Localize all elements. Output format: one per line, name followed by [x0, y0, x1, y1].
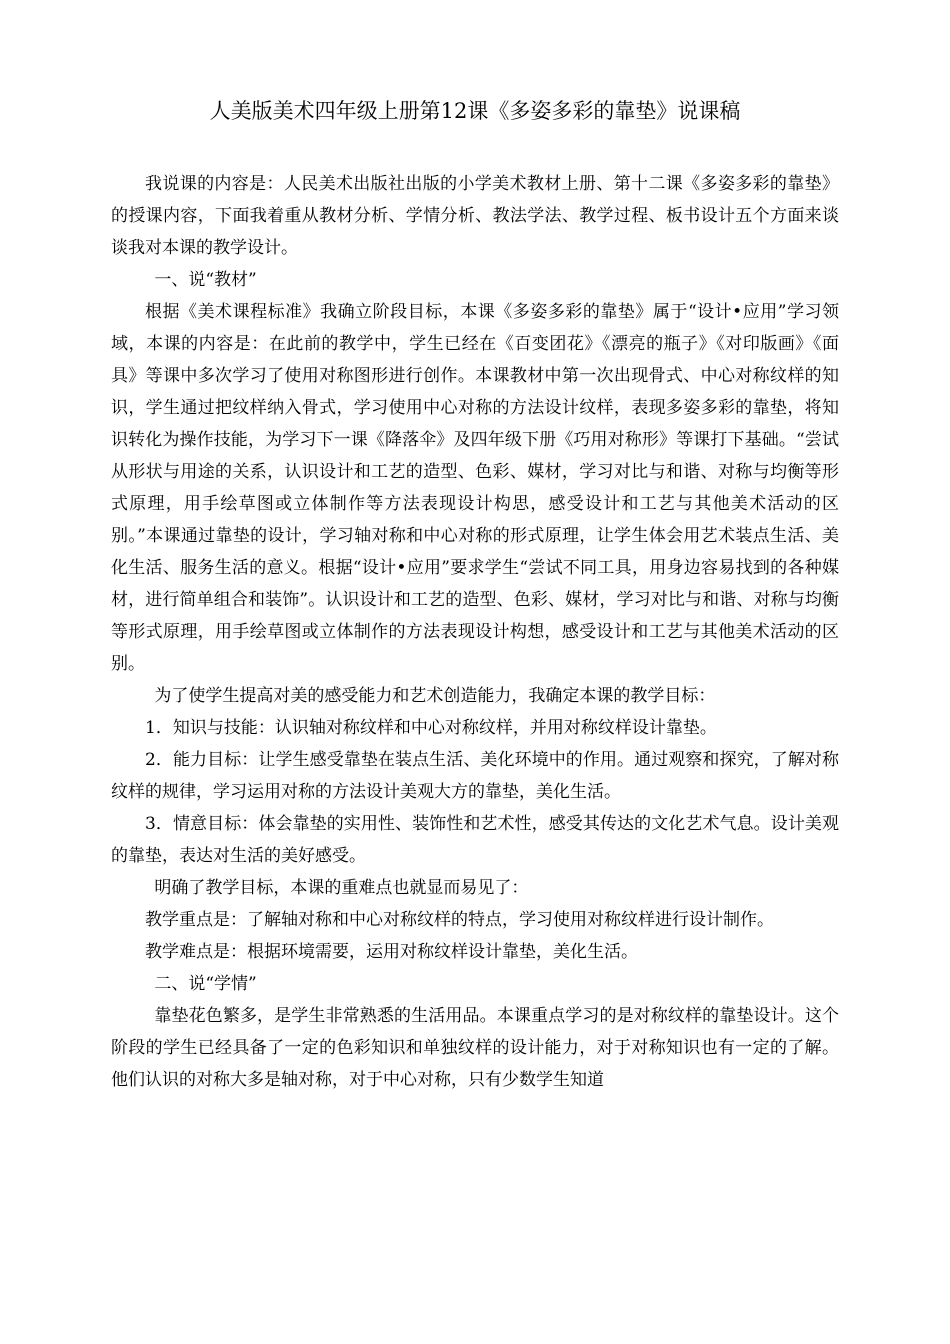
- section-heading-learners: 二、说“学情”: [154, 974, 257, 994]
- objective-emotion-item: 3．情意目标：体会靠垫的实用性、装饰性和艺术性，感受其传达的文化艺术气息。设计美观的靠垫，表达对生活的美好感受。: [111, 814, 839, 866]
- objective-knowledge-item: 1．知识与技能：认识轴对称纹样和中心对称纹样，并用对称纹样设计靠垫。: [145, 718, 717, 738]
- key-points-intro-paragraph: 明确了教学目标，本课的重难点也就显而易见了：: [154, 878, 529, 898]
- teaching-key-point-paragraph: 教学重点是：了解轴对称和中心对称纹样的特点，学习使用对称纹样进行设计制作。: [145, 910, 774, 930]
- document-body: [111, 168, 839, 1096]
- learner-analysis-paragraph: 靠垫花色繁多，是学生非常熟悉的生活用品。本课重点学习的是对称纹样的靠垫设计。这个阶段的学生已经具备了一定的色彩知识和单独纹样的设计能力，对于对称知识也有一定的了解。他们认识的对称大多是轴对称，对于中心对称，只有少数学生知道: [111, 1006, 839, 1090]
- textbook-analysis-paragraph: 根据《美术课程标准》我确立阶段目标，本课《多姿多彩的靠垫》属于“设计•应用”学习领域，本课的内容是：在此前的教学中，学生已经在《百变团花》《漂亮的瓶子》《对印版画》《面具》等课中多次学习了使用对称图形进行创作。本课教材中第一次出现骨式、中心对称纹样的知识，学生通过把纹样纳入骨式，学习使用中心对称的方法设计纹样，表现多姿多彩的靠垫，将知识转化为操作技能，为学习下一课《降落伞》及四年级下册《巧用对称形》等课打下基础。“尝试从形状与用途的关系，认识设计和工艺的造型、色彩、媒材，学习对比与和谐、对称与均衡等形式原理，用手绘草图或立体制作等方法表现设计构思，感受设计和工艺与其他美术活动的区别。”本课通过靠垫的设计，学习轴对称和中心对称的形式原理，让学生体会用艺术装点生活、美化生活、服务生活的意义。根据“设计•应用”要求学生“尝试不同工具，用身边容易找到的各种媒材，进行简单组合和装饰”。认识设计和工艺的造型、色彩、媒材，学习对比与和谐、对称与均衡等形式原理，用手绘草图或立体制作的方法表现设计构想，感受设计和工艺与其他美术活动的区别。: [111, 302, 839, 674]
- objectives-intro-paragraph: 为了使学生提高对美的感受能力和艺术创造能力，我确定本课的教学目标：: [154, 686, 716, 706]
- document-title: 人美版美术四年级上册第12课《多姿多彩的靠垫》说课稿: [209, 99, 741, 123]
- objective-ability-item: 2．能力目标：让学生感受靠垫在装点生活、美化环境中的作用。通过观察和探究，了解对称纹样的规律，学习运用对称的方法设计美观大方的靠垫，美化生活。: [111, 750, 839, 802]
- intro-paragraph: 我说课的内容是：人民美术出版社出版的小学美术教材上册、第十二课《多姿多彩的靠垫》的授课内容，下面我着重从教材分析、学情分析、教法学法、教学过程、板书设计五个方面来谈谈我对本课的教学设计。: [111, 174, 839, 258]
- section-heading-textbook: 一、说“教材”: [154, 270, 257, 290]
- teaching-difficulty-paragraph: 教学难点是：根据环境需要，运用对称纹样设计靠垫，美化生活。: [145, 942, 638, 962]
